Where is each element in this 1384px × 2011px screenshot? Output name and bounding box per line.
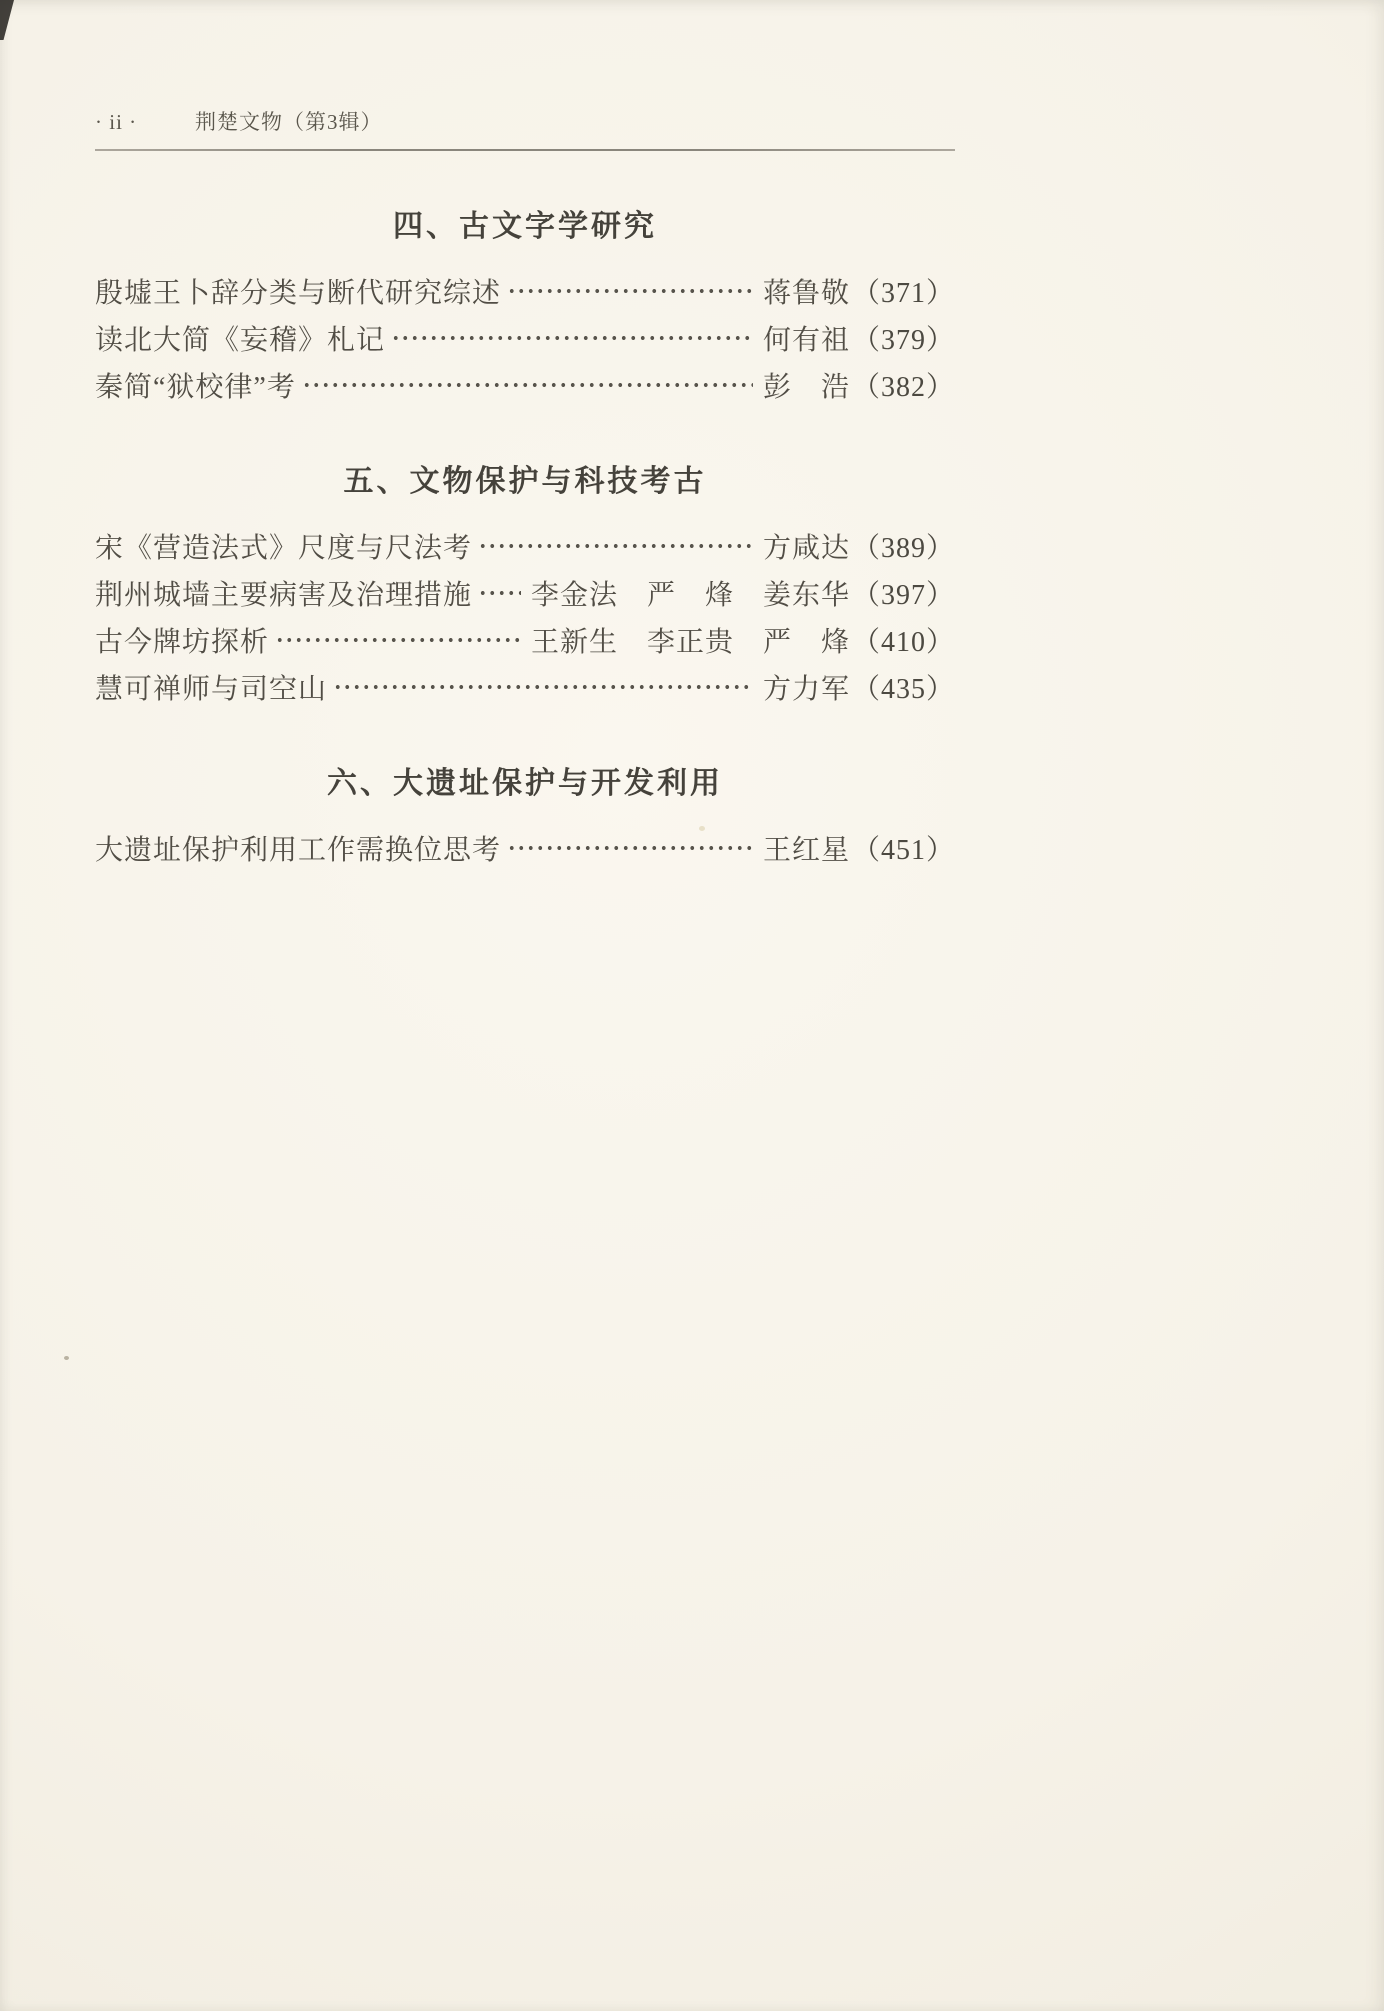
section-title: 六、大遗址保护与开发利用 — [327, 767, 723, 800]
toc-entry-title: 读北大简《妄稽》札记 — [95, 324, 386, 356]
toc-entry — [95, 824, 955, 871]
dot-leader — [275, 616, 521, 663]
dot-leader — [391, 314, 753, 361]
toc-entry — [95, 663, 955, 710]
section-title: 五、文物保护与科技考古 — [343, 465, 707, 498]
toc-section-4 — [95, 201, 955, 408]
dot-leader — [507, 824, 753, 871]
toc-entry — [95, 616, 955, 663]
header-rule — [95, 149, 955, 151]
page-header — [95, 0, 955, 136]
paper-speck — [64, 1356, 69, 1360]
dot-leader — [507, 267, 753, 314]
page-number: · ii · — [95, 110, 138, 134]
toc-entry-page: （379） — [851, 324, 955, 356]
toc-entry-title: 宋《营造法式》尺度与尺法考 — [95, 532, 473, 564]
section-title: 四、古文字学研究 — [393, 210, 657, 243]
toc-section-5 — [95, 456, 955, 710]
toc-entry — [95, 522, 955, 569]
toc-entry-title: 秦简“狱校律”考 — [95, 371, 296, 403]
toc-entry-title: 荆州城墙主要病害及治理措施 — [95, 579, 473, 611]
toc-entry — [95, 361, 955, 408]
toc-entry-authors: 王红星 — [762, 834, 850, 866]
toc-entry-page: （371） — [851, 277, 955, 309]
toc-entry — [95, 314, 955, 361]
toc-entry-authors: 李金法 严 烽 姜东华 — [530, 579, 850, 611]
toc-entry-authors: 蒋鲁敬 — [762, 277, 850, 309]
toc-entry — [95, 569, 955, 616]
toc-entry-authors: 方咸达 — [762, 532, 850, 564]
toc-entry-title: 慧可禅师与司空山 — [95, 673, 328, 705]
toc-entry-authors: 彭 浩 — [762, 371, 850, 403]
toc-entry-authors: 何有祖 — [762, 324, 850, 356]
toc-entry-page: （389） — [851, 532, 955, 564]
toc-entry-authors: 方力军 — [762, 673, 850, 705]
toc-entry-title: 殷墟王卜辞分类与断代研究综述 — [95, 277, 502, 309]
toc-entry-page: （451） — [851, 834, 955, 866]
toc-entry-title: 大遗址保护利用工作需换位思考 — [95, 834, 502, 866]
toc-entry-page: （435） — [851, 673, 955, 705]
toc-entry-page: （410） — [851, 626, 955, 658]
toc-entry — [95, 267, 955, 314]
book-title: 荆楚文物（第3辑） — [195, 110, 383, 134]
scan-edge-artifact — [0, 0, 14, 40]
text-block — [95, 0, 955, 871]
toc-entry-title: 古今牌坊探析 — [95, 626, 270, 658]
toc-section-6 — [95, 758, 955, 871]
dot-leader — [478, 522, 753, 569]
dot-leader — [302, 361, 753, 408]
toc-entry-page: （397） — [851, 579, 955, 611]
dot-leader — [333, 663, 753, 710]
toc-entry-authors: 王新生 李正贵 严 烽 — [530, 626, 850, 658]
dot-leader — [478, 569, 521, 616]
toc-entry-page: （382） — [851, 371, 955, 403]
